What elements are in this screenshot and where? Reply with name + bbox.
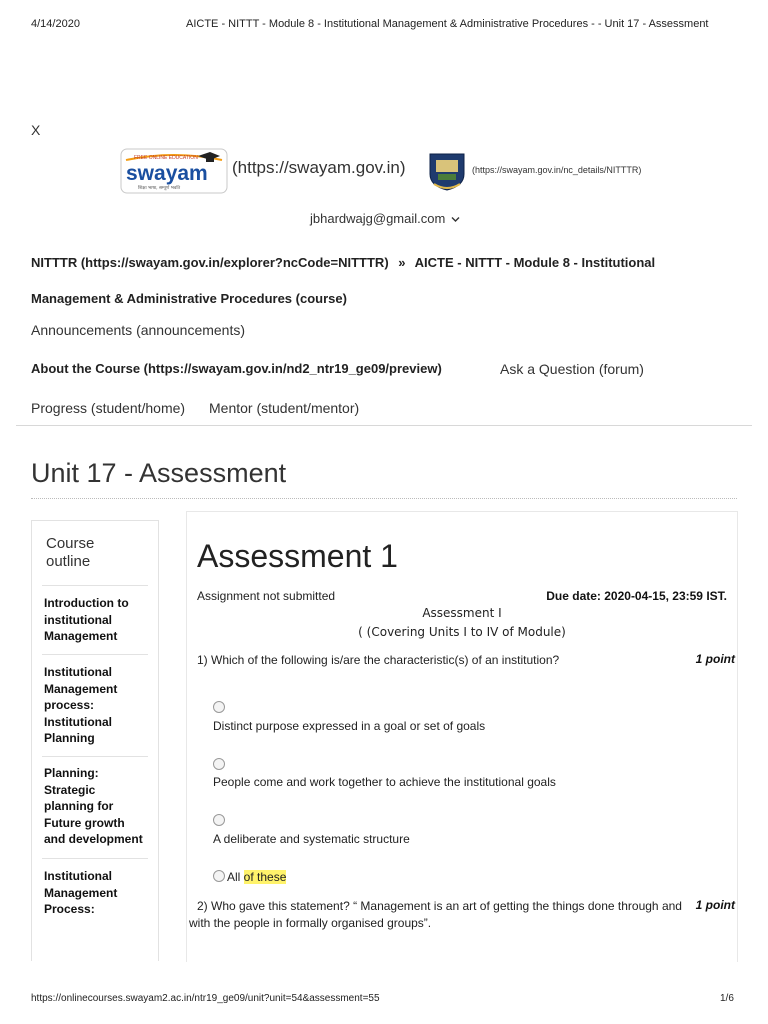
swayam-logo-word: swayam (126, 162, 208, 185)
print-date: 4/14/2020 (31, 18, 80, 30)
assessment-subheading: Assessment I (422, 606, 502, 620)
course-outline-sidebar (31, 520, 159, 961)
sidebar-item-management-process[interactable]: Institutional Management Process: (44, 869, 118, 916)
question-2-text (187, 898, 682, 932)
sidebar-item-institutional-planning[interactable]: Institutional Management process: Institutional Planning (44, 665, 118, 745)
q1-option-3-label[interactable]: A deliberate and systematic structure (213, 832, 410, 846)
q1-option-4-text: All (227, 870, 244, 884)
swayam-logo-top-text: FREE ONLINE EDUCATION (134, 155, 198, 161)
q1-option-4-radio[interactable] (213, 870, 225, 882)
q1-option-4-highlight: of these (243, 870, 287, 884)
q1-option-2-radio[interactable] (213, 758, 225, 770)
submission-status: Assignment not submitted (197, 589, 336, 603)
sidebar-divider (42, 654, 148, 655)
q1-option-1-label[interactable]: Distinct purpose expressed in a goal or set of goals (213, 719, 486, 733)
assessment-panel (186, 511, 738, 962)
nitttr-link[interactable]: (https://swayam.gov.in/nc_details/NITTTR) (472, 165, 642, 175)
swayam-logo-tagline: शिक्षा भाषा, सम्पूर्ण भवति (138, 186, 181, 191)
breadcrumb-parent[interactable]: NITTTR (https://swayam.gov.in/explorer?ncCode=NITTTR) (31, 255, 389, 270)
nav-divider (16, 425, 752, 426)
q1-option-3-radio[interactable] (213, 814, 225, 826)
title-divider (31, 498, 737, 499)
q1-option-4-label[interactable] (227, 870, 286, 884)
user-email: jbhardwajg@gmail.com (310, 211, 446, 226)
user-menu[interactable] (310, 211, 460, 226)
breadcrumb-separator: » (398, 255, 406, 270)
question-1-text: 1) Which of the following is/are the characteristic(s) of an institution? (197, 653, 560, 667)
q1-option-1-radio[interactable] (213, 701, 225, 713)
assessment-coverage: ( (Covering Units I to IV of Module) (358, 625, 566, 639)
close-button[interactable]: X (31, 122, 41, 138)
question-1-points: 1 point (695, 652, 735, 666)
sidebar-divider (42, 585, 148, 586)
nav-progress[interactable]: Progress (student/home) (31, 400, 186, 416)
assessment-title: Assessment 1 (197, 538, 398, 574)
nav-mentor[interactable]: Mentor (student/mentor) (209, 400, 360, 416)
breadcrumb-current: AICTE - NITTT - Module 8 - Institutional Management & Administrative Procedures (course) (31, 255, 656, 306)
print-url: https://onlinecourses.swayam2.ac.in/ntr19_ge09/unit?unit=54&assessment=55 (31, 993, 380, 1004)
due-date: Due date: 2020-04-15, 23:59 IST. (546, 589, 727, 603)
nitttr-logo[interactable] (426, 150, 468, 192)
swayam-link[interactable]: (https://swayam.gov.in) (232, 158, 406, 177)
question-2-points: 1 point (695, 898, 735, 912)
q1-option-2-label[interactable]: People come and work together to achieve the institutional goals (213, 775, 556, 789)
sidebar-divider (42, 858, 148, 859)
nav-about-course[interactable]: About the Course (https://swayam.gov.in/nd2_ntr19_ge09/preview) (31, 361, 442, 376)
page-title: Unit 17 - Assessment (31, 458, 287, 488)
question-2-line-2: with the people in formally organised groups”. (189, 916, 432, 930)
nav-ask-question[interactable]: Ask a Question (forum) (500, 361, 644, 377)
sidebar-divider (42, 756, 148, 757)
print-title: AICTE - NITTT - Module 8 - Institutional Management & Administrative Procedures - - Unit 17 - Assessment (186, 18, 709, 30)
print-page-number: 1/6 (720, 993, 734, 1004)
breadcrumb (31, 245, 731, 317)
question-2-line-1: 2) Who gave this statement? “ Management is an art of getting the things done through and (197, 899, 682, 913)
sidebar-item-introduction[interactable]: Introduction to institutional Management (44, 596, 129, 643)
nav-announcements[interactable]: Announcements (announcements) (31, 322, 246, 338)
chevron-down-icon (451, 216, 460, 223)
course-outline-title: Course outline (46, 535, 95, 570)
swayam-logo[interactable] (120, 148, 228, 194)
sidebar-item-strategic-planning[interactable]: Planning: Strategic planning for Future growth and development (44, 766, 143, 846)
